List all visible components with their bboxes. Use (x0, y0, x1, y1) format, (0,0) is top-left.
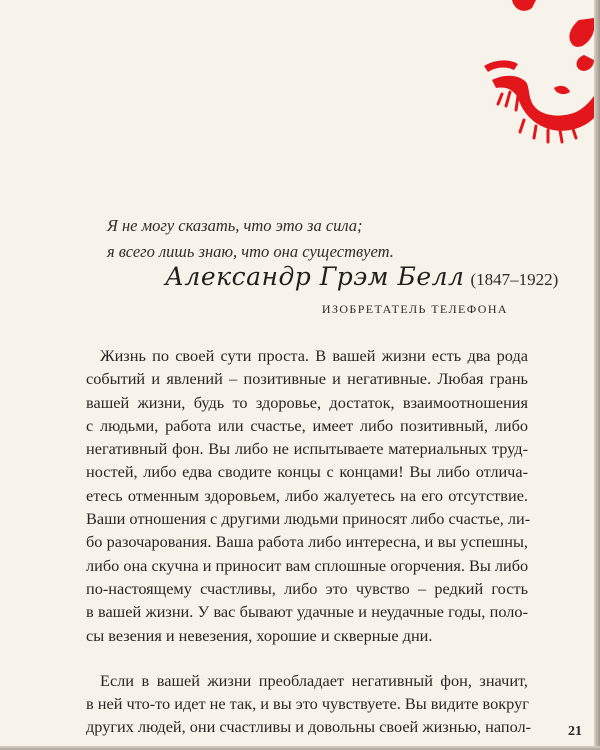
page-number: 21 (568, 724, 582, 739)
author-role: ИЗОБРЕТАТЕЛЬ ТЕЛЕФОНА (321, 302, 508, 316)
text-line: вашей жизни, будь то здоровье, достаток, взаимоотношения (86, 392, 528, 412)
text-line: в вашей жизни. У вас бывают удачные и неудачные годы, поло- (86, 602, 528, 622)
text-line: в ней что-то идет не так, и вы это чувствуете. Вы видите вокруг (86, 694, 529, 714)
epigraph-quote (107, 213, 547, 265)
text-line: ностей, либо едва сводите концы с концами! Вы либо отлича- (86, 462, 528, 482)
author-years: (1847–1922) (470, 270, 559, 289)
text-line: Если в вашей жизни преобладает негативный фон, значит, (100, 670, 528, 690)
text-line: етесь отменным здоровьем, либо жалуетесь на его отсутствие. (86, 485, 528, 505)
text-line: Ваши отношения с другими людьми приносят либо счастье, ли- (86, 509, 531, 529)
text-line: Жизнь по своей сути проста. В вашей жизни есть два рода (100, 346, 528, 365)
quote-line: Я не могу сказать, что это за сила; (107, 216, 363, 235)
paragraph (86, 669, 532, 739)
page-bottom-edge (0, 746, 600, 750)
text-line: либо она скучна и приносит вам сплошные огорчения. Вы либо (86, 555, 529, 575)
quote-attribution (165, 262, 565, 291)
text-line: сы везения и невезения, хорошие и скверные дни. (86, 625, 433, 645)
text-line: с людьми, работа или счастье, имеет либо позитивный, либо (86, 415, 528, 435)
page-edge-shadow (594, 0, 600, 750)
quote-line: я всего лишь знаю, что она существует. (107, 242, 394, 261)
body-text (86, 344, 532, 739)
paragraph (86, 344, 531, 647)
text-line: событий и явлений – позитивные и негативные. Любая грань (86, 369, 528, 389)
text-line: по-настоящему счастливы, либо это чувство – редкий гость (86, 578, 528, 598)
author-signature: Александр Грэм Белл (165, 262, 465, 291)
text-line: негативный фон. Вы либо не испытываете материальных труд- (86, 439, 528, 459)
text-line: других людей, они счастливы и довольны своей жизнью, напол- (86, 717, 532, 737)
red-floral-decoration (484, 0, 594, 150)
text-line: бо разочарования. Ваша работа либо интересна, и вы успешны, (86, 532, 528, 552)
paragraph-gap (86, 647, 528, 669)
